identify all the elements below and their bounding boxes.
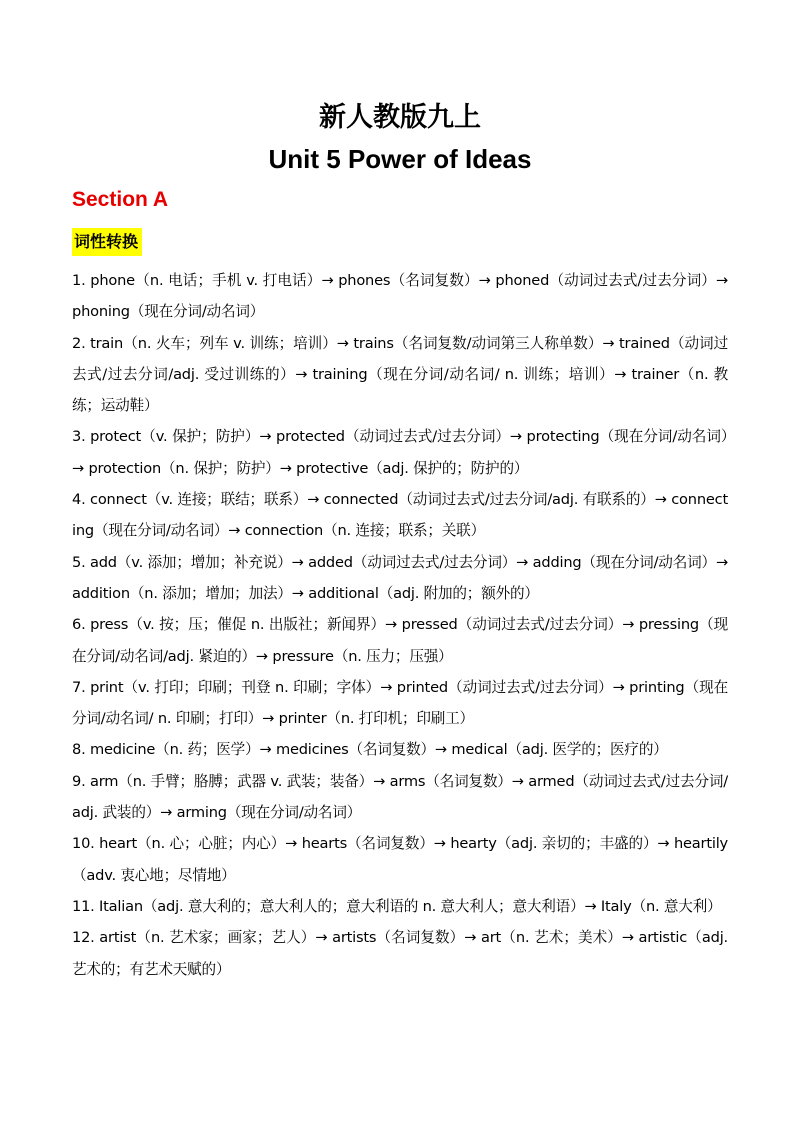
list-item: 4. connect（v. 连接；联结；联系）→ connected（动词过去式/过去分词/adj. 有联系的）→ connecting（现在分词/动名词）→ connection（n. 连接；联系；关联） bbox=[72, 491, 728, 540]
list-item: 2. train（n. 火车；列车 v. 训练；培训）→ trains（名词复数/动词第三人称单数）→ trained（动词过去式/过去分词/adj. 受过训练的）→ training（现在分词/动名词/ n. 训练；培训）→ trainer（n. 教练；运动鞋） bbox=[72, 334, 728, 415]
list-item: 1. phone（n. 电话；手机 v. 打电话）→ phones（名词复数）→ phoned（动词过去式/过去分词）→ phoning（现在分词/动名词） bbox=[72, 272, 728, 321]
list-item: 6. press（v. 按；压；催促 n. 出版社；新闻界）→ pressed（动词过去式/过去分词）→ pressing（现在分词/动名词/adj. 紧迫的）→ pressure（n. 压力；压强） bbox=[72, 616, 728, 665]
word-form-list bbox=[72, 265, 728, 985]
list-item: 9. arm（n. 手臂；胳膊；武器 v. 武装；装备）→ arms（名词复数）→ armed（动词过去式/过去分词/adj. 武装的）→ arming（现在分词/动名词） bbox=[72, 772, 728, 822]
section-heading: Section A bbox=[72, 188, 169, 211]
highlighted-subheading: 词性转换 bbox=[72, 228, 142, 256]
list-item: 3. protect（v. 保护；防护）→ protected（动词过去式/过去分词）→ protecting（现在分词/动名词）→ protection（n. 保护；防护）→ protective（adj. 保护的；防护的） bbox=[72, 428, 728, 477]
list-item: 12. artist（n. 艺术家；画家；艺人）→ artists（名词复数）→ art（n. 艺术；美术）→ artistic（adj. 艺术的；有艺术天赋的） bbox=[72, 929, 728, 978]
list-item: 7. print（v. 打印；印刷；刊登 n. 印刷；字体）→ printed（动词过去式/过去分词）→ printing（现在分词/动名词/ n. 印刷；打印）→ printer（n. 打印机；印刷工） bbox=[72, 678, 728, 728]
list-item: 8. medicine（n. 药；医学）→ medicines（名词复数）→ medical（adj. 医学的；医疗的） bbox=[72, 741, 668, 759]
list-item: 10. heart（n. 心；心脏；内心）→ hearts（名词复数）→ hearty（adj. 亲切的；丰盛的）→ heartily（adv. 衷心地；尽情地） bbox=[72, 835, 728, 884]
document-title-english: Unit 5 Power of Ideas bbox=[268, 144, 532, 174]
list-item: 5. add（v. 添加；增加；补充说）→ added（动词过去式/过去分词）→ adding（现在分词/动名词）→ addition（n. 添加；增加；加法）→ additional（adj. 附加的；额外的） bbox=[72, 553, 728, 602]
document-title-chinese: 新人教版九上 bbox=[319, 102, 481, 133]
list-item: 11. Italian（adj. 意大利的；意大利人的；意大利语的 n. 意大利人；意大利语）→ Italy（n. 意大利） bbox=[72, 897, 722, 915]
